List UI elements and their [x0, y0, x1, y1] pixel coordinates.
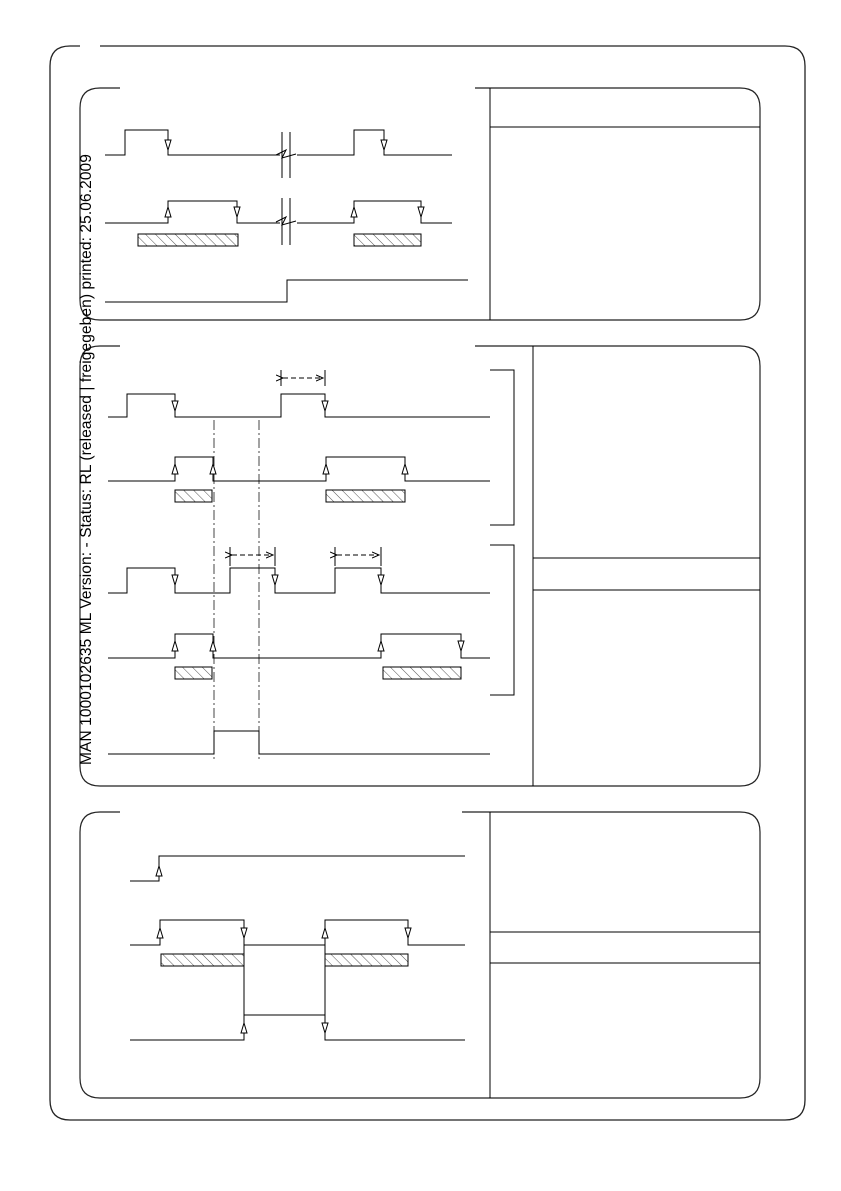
panel-2-signal-1	[108, 394, 490, 417]
panel-2-bracket	[490, 545, 514, 695]
panel-2-signal-2	[108, 457, 490, 481]
panel-3-arrow-down	[322, 1023, 328, 1033]
panel-3-hatched-bar	[325, 954, 408, 966]
panel-2-arrow-down	[172, 401, 178, 411]
panel-2-arrow-down	[322, 401, 328, 411]
panel-1-arrow-down	[418, 207, 424, 217]
panel-3-arrow-down	[241, 928, 247, 938]
panel-2-arrow-up	[210, 464, 216, 474]
panel-3-signal-2	[130, 920, 465, 945]
panel-1-break-zigzag	[276, 150, 296, 158]
panel-3-arrow-up	[157, 928, 163, 938]
panel-1-arrow-down	[165, 140, 171, 150]
panel-1-hatched-bar	[354, 234, 421, 246]
panel-3-hatched-bar	[161, 954, 244, 966]
panel-1-arrow-up	[165, 207, 171, 217]
panel-2-arrow-down	[458, 641, 464, 651]
panel-2-arrow-down	[272, 575, 278, 585]
panel-3-signal-3	[130, 1015, 465, 1040]
panel-1-arrow-down	[381, 140, 387, 150]
panel-1-signal-1	[105, 130, 452, 155]
panel-3-arrow-up	[322, 928, 328, 938]
panel-1-hatched-bar	[138, 234, 238, 246]
panel-2-hatched-bar	[326, 490, 405, 502]
print-status-stamp: MAN 1000102635 ML Version: - Status: RL (released | freigegeben) printed: 25.06.2009	[78, 154, 95, 765]
panel-2-arrow-up	[378, 641, 384, 651]
panel-2-arrow-down	[172, 575, 178, 585]
panel-2-hatched-bar	[383, 667, 461, 679]
panel-2-arrow-down	[378, 575, 384, 585]
panel-2-arrow-up	[323, 464, 329, 474]
panel-3	[80, 812, 760, 1098]
panel-2-hatched-bar	[175, 490, 212, 502]
panel-1-signal-2	[105, 201, 452, 223]
panel-3-arrow-up	[241, 1023, 247, 1033]
panel-1-break-zigzag	[276, 217, 296, 225]
panel-3-signal-1	[130, 856, 465, 881]
panel-2-arrow-up	[172, 464, 178, 474]
panel-2-hatched-bar	[175, 667, 212, 679]
panel-2-arrow-up	[402, 464, 408, 474]
panel-1-arrow-up	[351, 207, 357, 217]
panel-1-arrow-down	[234, 207, 240, 217]
panel-1-frame	[80, 88, 760, 320]
panel-2-frame	[80, 346, 760, 786]
panel-2-signal-3	[108, 568, 490, 593]
panel-3-arrow-up	[156, 866, 162, 876]
panel-1-signal-3	[105, 280, 468, 302]
panel-3-arrow-down	[405, 928, 411, 938]
panel-2	[80, 346, 760, 786]
panel-2-signal-4	[108, 634, 490, 658]
panel-2-arrow-up	[172, 641, 178, 651]
panel-2-signal-5	[108, 731, 490, 754]
panel-2-bracket	[490, 370, 514, 525]
panel-2-arrow-up	[210, 641, 216, 651]
panel-1	[80, 88, 760, 320]
